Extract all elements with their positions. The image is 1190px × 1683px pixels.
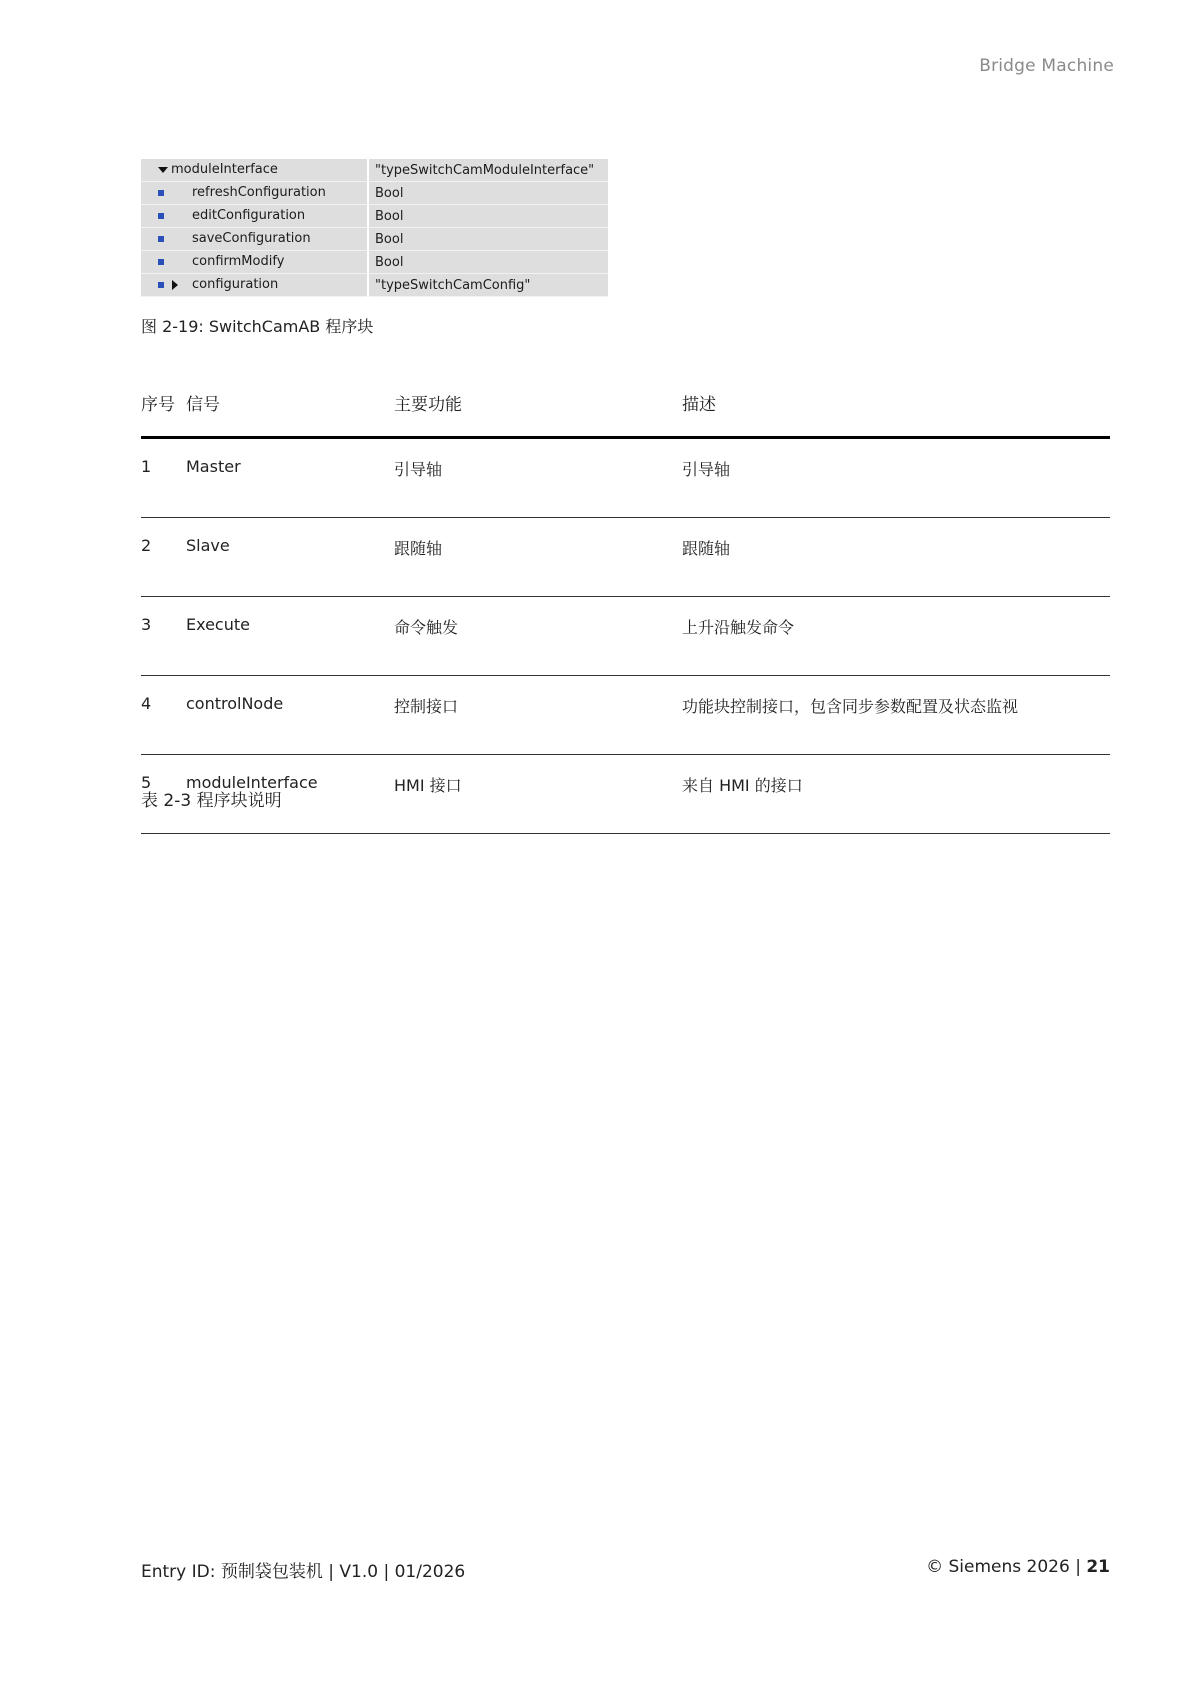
interface-row[interactable] — [141, 274, 608, 297]
copyright-text: © Siemens 2026 | — [926, 1557, 1087, 1577]
module-interface-tree — [141, 159, 608, 297]
figure-caption: 图 2-19: SwitchCamAB 程序块 — [141, 317, 374, 336]
cell-description: 跟随轴 — [682, 518, 1110, 597]
cell-signal: moduleInterface — [186, 755, 394, 834]
interface-row-name: moduleInterface — [171, 162, 278, 177]
bullet-icon — [149, 228, 163, 250]
table-row — [141, 597, 1110, 676]
interface-row-name: configuration — [192, 277, 279, 292]
interface-row-type: Bool — [368, 182, 608, 205]
cell-signal: Slave — [186, 518, 394, 597]
cell-function: 命令触发 — [394, 597, 682, 676]
bullet-icon — [149, 182, 163, 204]
cell-signal: controlNode — [186, 676, 394, 755]
signal-table — [141, 378, 1110, 834]
column-header-signal: 信号 — [186, 378, 394, 438]
table-row — [141, 676, 1110, 755]
cell-function: 控制接口 — [394, 676, 682, 755]
table-header-row — [141, 378, 1110, 438]
interface-row[interactable] — [141, 228, 608, 251]
interface-row-type: Bool — [368, 251, 608, 274]
column-header-index: 序号 — [141, 378, 186, 438]
page-number: 21 — [1086, 1557, 1110, 1577]
table-row — [141, 518, 1110, 597]
interface-row-type: "typeSwitchCamConfig" — [368, 274, 608, 297]
cell-function: HMI 接口 — [394, 755, 682, 834]
cell-description: 来自 HMI 的接口 — [682, 755, 1110, 834]
cell-function: 引导轴 — [394, 438, 682, 518]
footer-copyright — [926, 1557, 1110, 1577]
interface-row-name: editConfiguration — [192, 208, 306, 223]
bullet-icon — [149, 274, 163, 296]
cell-index: 3 — [141, 597, 186, 676]
interface-row[interactable] — [141, 159, 608, 182]
cell-signal: Master — [186, 438, 394, 518]
interface-row-type: Bool — [368, 205, 608, 228]
cell-index: 2 — [141, 518, 186, 597]
column-header-description: 描述 — [682, 378, 1110, 438]
collapsed-triangle-icon[interactable] — [172, 280, 178, 290]
table-row — [141, 755, 1110, 834]
cell-description: 功能块控制接口，包含同步参数配置及状态监视 — [682, 676, 1110, 755]
table-row — [141, 438, 1110, 518]
footer-entry-id: Entry ID: 预制袋包装机 | V1.0 | 01/2026 — [141, 1562, 466, 1582]
interface-row[interactable] — [141, 182, 608, 205]
interface-row-name: confirmModify — [192, 254, 285, 269]
interface-row[interactable] — [141, 205, 608, 228]
cell-index: 4 — [141, 676, 186, 755]
interface-row-name: refreshConfiguration — [192, 185, 326, 200]
cell-description: 上升沿触发命令 — [682, 597, 1110, 676]
expanded-triangle-icon[interactable] — [149, 159, 163, 181]
bullet-icon — [149, 251, 163, 273]
table-caption: 表 2-3 程序块说明 — [141, 791, 282, 811]
interface-row-type: "typeSwitchCamModuleInterface" — [368, 159, 608, 182]
interface-row[interactable] — [141, 251, 608, 274]
bullet-icon — [149, 205, 163, 227]
column-header-function: 主要功能 — [394, 378, 682, 438]
cell-index: 1 — [141, 438, 186, 518]
cell-signal: Execute — [186, 597, 394, 676]
running-header: Bridge Machine — [979, 56, 1114, 76]
interface-row-type: Bool — [368, 228, 608, 251]
cell-function: 跟随轴 — [394, 518, 682, 597]
cell-description: 引导轴 — [682, 438, 1110, 518]
interface-row-name: saveConfiguration — [192, 231, 311, 246]
cell-index: 5 — [141, 755, 186, 834]
